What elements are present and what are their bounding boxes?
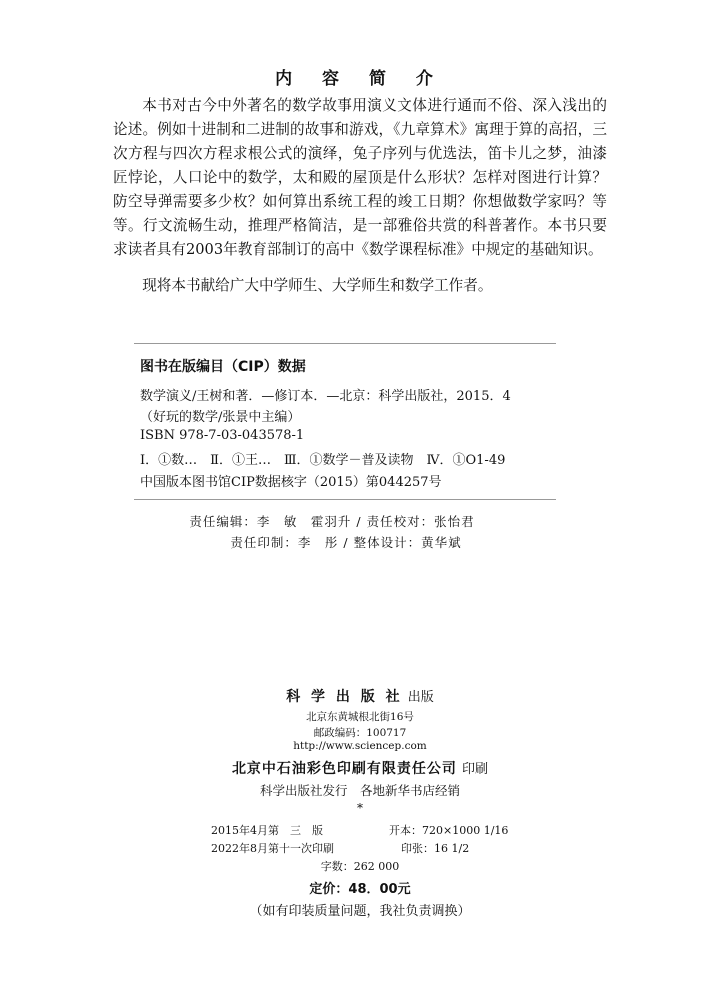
credits-editors: 责任编辑：李 敏 霍羽升 / 责任校对：张怡君 (189, 514, 475, 529)
publisher-line (0, 686, 720, 706)
intro-paragraph-2: 现将本书献给广大中学师生、大学师生和数学工作者。 (142, 277, 493, 294)
publisher-address: 北京东黄城根北街16号 (306, 711, 414, 723)
printing-date: 2022年8月第十一次印刷 (211, 842, 334, 855)
edition-date: 2015年4月第 三 版 (211, 824, 323, 837)
cip-bottom-divider (134, 499, 556, 500)
quality-notice: （如有印装质量问题，我社负责调换） (249, 904, 471, 919)
printer-suffix: 印刷 (462, 762, 489, 777)
printer-name: 北京中石油彩色印刷有限责任公司 (231, 761, 457, 777)
page-format: 开本：720×1000 1/16 (389, 824, 509, 837)
separator-star: * (357, 801, 363, 815)
cip-line-title: 数学演义/王树和著．—修订本．—北京：科学出版社，2015．4 (140, 389, 511, 404)
credits-production: 责任印制：李 彤 / 整体设计：黄华斌 (230, 535, 462, 550)
cip-line-record: 中国版本图书馆CIP数据核字（2015）第044257号 (140, 475, 442, 490)
publisher-name: 科 学 出 版 社 (286, 689, 403, 705)
cip-heading: 图书在版编目（CIP）数据 (140, 359, 306, 375)
word-count: 字数：262 000 (320, 860, 400, 873)
price: 定价：48．00元 (309, 882, 411, 897)
page-title: 内 容 简 介 (275, 69, 445, 89)
intro-paragraph-1: 本书对古今中外著名的数学故事用演义文体进行通而不俗、深入浅出的论述。例如十进制和二进制的故事和游戏，《九章算术》寓理于算的高招，三次方程与四次方程求根公式的演绎，兔子序列与优选法，笛卡儿之梦，油漆匠悖论，人口论中的数学，太和殿的屋顶是什么形状？怎样对图进行计算？防空导弹需要多少枚？如何算出系统工程的竣工日期？你想做数学家吗？等等。行文流畅生动，推理严格简洁，是一部雅俗共赏的科普著作。本书只要求读者具有2003年教育部制订的高中《数学课程标准》中规定的基础知识。 (113, 97, 607, 258)
publisher-suffix: 出版 (407, 690, 434, 705)
cip-top-divider (134, 343, 556, 344)
distribution-line: 科学出版社发行 各地新华书店经销 (259, 783, 460, 798)
cip-line-isbn: ISBN 978-7-03-043578-1 (140, 428, 305, 443)
publisher-postcode: 邮政编码：100717 (313, 727, 407, 739)
printer-line (0, 758, 720, 778)
cip-line-classification: Ⅰ．①数… Ⅱ．①王… Ⅲ．①数学－普及读物 Ⅳ．①O1-49 (140, 453, 506, 468)
publisher-url: http://www.sciencep.com (293, 740, 427, 752)
cip-line-series: （好玩的数学/张景中主编） (140, 410, 301, 425)
print-sheets: 印张：16 1/2 (401, 842, 470, 855)
